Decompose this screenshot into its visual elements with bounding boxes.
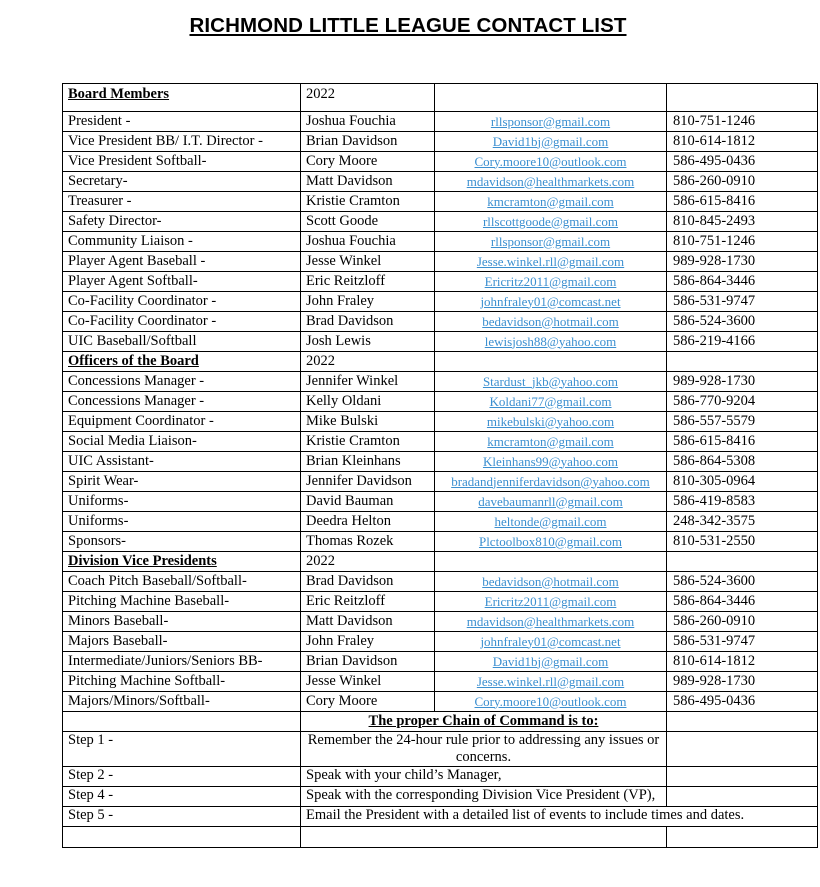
section-heading: Officers of the Board [63,352,301,372]
role-cell: Vice President Softball- [63,152,301,172]
phone-cell: 586-557-5579 [667,412,818,432]
email-cell [435,252,667,272]
blank-row [63,827,818,848]
empty-cell [63,712,301,732]
phone-cell: 586-615-8416 [667,192,818,212]
email-link[interactable]: David1bj@gmail.com [492,133,609,149]
phone-cell: 586-524-3600 [667,312,818,332]
email-cell [435,192,667,212]
table-row [63,512,818,532]
section-year: 2022 [301,84,435,112]
email-link[interactable]: johnfraley01@comcast.net [480,293,621,309]
step-row [63,767,818,787]
role-cell: Secretary- [63,172,301,192]
phone-cell: 248-342-3575 [667,512,818,532]
role-cell: Co-Facility Coordinator - [63,312,301,332]
phone-cell: 586-219-4166 [667,332,818,352]
section-email-cell [435,552,667,572]
role-cell: Pitching Machine Softball- [63,672,301,692]
email-link[interactable]: lewisjosh88@yahoo.com [484,333,617,349]
step-row [63,787,818,807]
email-link[interactable]: bedavidson@hotmail.com [482,573,619,589]
role-cell: President - [63,112,301,132]
page-title: RICHMOND LITTLE LEAGUE CONTACT LIST [189,14,627,37]
name-cell: Matt Davidson [301,612,435,632]
phone-cell: 810-305-0964 [667,472,818,492]
name-cell: Brian Kleinhans [301,452,435,472]
step-label: Step 1 - [63,732,301,767]
email-link[interactable]: mdavidson@healthmarkets.com [466,173,635,189]
email-link[interactable]: mikebulski@yahoo.com [486,413,615,429]
email-link[interactable]: Kleinhans99@yahoo.com [482,453,619,469]
email-cell [435,332,667,352]
section-year: 2022 [301,552,435,572]
name-cell: Mike Bulski [301,412,435,432]
name-cell: Jennifer Winkel [301,372,435,392]
table-row [63,452,818,472]
email-cell [435,232,667,252]
phone-cell: 989-928-1730 [667,372,818,392]
step-label: Step 5 - [63,807,301,827]
phone-cell: 810-751-1246 [667,112,818,132]
name-cell: Eric Reitzloff [301,272,435,292]
table-row [63,572,818,592]
table-row [63,212,818,232]
name-cell: David Bauman [301,492,435,512]
phone-cell: 586-524-3600 [667,572,818,592]
table-row [63,132,818,152]
empty-cell [301,827,667,848]
name-cell: Deedra Helton [301,512,435,532]
phone-cell: 989-928-1730 [667,252,818,272]
contact-table [62,83,818,848]
name-cell: Cory Moore [301,692,435,712]
name-cell: Kristie Cramton [301,192,435,212]
name-cell: Jesse Winkel [301,252,435,272]
role-cell: Majors/Minors/Softball- [63,692,301,712]
email-cell [435,452,667,472]
email-cell [435,132,667,152]
empty-cell [667,712,818,732]
email-cell [435,652,667,672]
name-cell: Josh Lewis [301,332,435,352]
name-cell: Brad Davidson [301,312,435,332]
name-cell: Brian Davidson [301,652,435,672]
table-row [63,292,818,312]
role-cell: UIC Assistant- [63,452,301,472]
phone-cell: 586-495-0436 [667,692,818,712]
table-row [63,392,818,412]
phone-cell: 586-419-8583 [667,492,818,512]
table-row [63,252,818,272]
role-cell: Uniforms- [63,512,301,532]
email-link[interactable]: rllscottgoode@gmail.com [482,213,619,229]
table-row [63,272,818,292]
email-cell [435,312,667,332]
phone-cell: 810-614-1812 [667,132,818,152]
section-email-cell [435,84,667,112]
email-link[interactable]: Plctoolbox810@gmail.com [478,533,623,549]
section-phone-cell [667,552,818,572]
role-cell: Social Media Liaison- [63,432,301,452]
table-row [63,692,818,712]
table-row [63,232,818,252]
phone-cell: 586-770-9204 [667,392,818,412]
role-cell: Safety Director- [63,212,301,232]
section-email-cell [435,352,667,372]
email-link[interactable]: kmcramton@gmail.com [487,433,614,449]
email-cell [435,392,667,412]
name-cell: John Fraley [301,632,435,652]
email-cell [435,692,667,712]
role-cell: Concessions Manager - [63,372,301,392]
role-cell: Player Agent Baseball - [63,252,301,272]
step-label: Step 4 - [63,787,301,807]
email-cell [435,612,667,632]
email-link[interactable]: Ericritz2011@gmail.com [484,273,617,289]
email-link[interactable]: Stardust_jkb@yahoo.com [482,373,619,389]
phone-cell: 586-531-9747 [667,292,818,312]
section-phone-cell [667,84,818,112]
name-cell: Thomas Rozek [301,532,435,552]
role-cell: Coach Pitch Baseball/Softball- [63,572,301,592]
section-header-row [63,84,818,112]
email-link[interactable]: Koldani77@gmail.com [489,393,612,409]
email-cell [435,492,667,512]
phone-cell: 586-864-3446 [667,592,818,612]
name-cell: Matt Davidson [301,172,435,192]
chain-of-command-header-row [63,712,818,732]
email-cell [435,272,667,292]
phone-cell: 810-751-1246 [667,232,818,252]
table-row [63,632,818,652]
phone-cell: 810-845-2493 [667,212,818,232]
table-row [63,192,818,212]
email-link[interactable]: mdavidson@healthmarkets.com [466,613,635,629]
phone-cell: 989-928-1730 [667,672,818,692]
step-text: Speak with your child’s Manager, [301,767,667,787]
email-cell [435,212,667,232]
phone-cell: 586-531-9747 [667,632,818,652]
step-row [63,732,818,767]
table-row [63,412,818,432]
table-row [63,652,818,672]
email-link[interactable]: rllsponsor@gmail.com [490,233,611,249]
email-cell [435,152,667,172]
role-cell: Co-Facility Coordinator - [63,292,301,312]
email-link[interactable]: davebaumanrll@gmail.com [478,493,623,509]
phone-cell: 810-614-1812 [667,652,818,672]
table-row [63,332,818,352]
email-link[interactable]: David1bj@gmail.com [492,653,609,669]
table-row [63,372,818,392]
empty-cell [667,787,818,807]
table-row [63,492,818,512]
role-cell: Majors Baseball- [63,632,301,652]
table-row [63,472,818,492]
email-cell [435,572,667,592]
email-cell [435,412,667,432]
table-row [63,532,818,552]
section-year: 2022 [301,352,435,372]
chain-of-command-heading: The proper Chain of Command is to: [301,712,667,732]
phone-cell: 586-864-5308 [667,452,818,472]
email-cell [435,632,667,652]
role-cell: Pitching Machine Baseball- [63,592,301,612]
email-cell [435,472,667,492]
role-cell: Sponsors- [63,532,301,552]
section-heading: Division Vice Presidents [63,552,301,572]
email-cell [435,172,667,192]
name-cell: Kristie Cramton [301,432,435,452]
section-header-row [63,552,818,572]
email-cell [435,372,667,392]
empty-cell [63,827,301,848]
empty-cell [667,732,818,767]
step-text: Speak with the corresponding Division Vice President (VP), [301,787,667,807]
role-cell: Concessions Manager - [63,392,301,412]
email-cell [435,672,667,692]
name-cell: John Fraley [301,292,435,312]
table-row [63,312,818,332]
role-cell: Community Liaison - [63,232,301,252]
email-cell [435,512,667,532]
empty-cell [667,767,818,787]
phone-cell: 586-495-0436 [667,152,818,172]
phone-cell: 586-260-0910 [667,172,818,192]
email-cell [435,432,667,452]
name-cell: Joshua Fouchia [301,232,435,252]
email-cell [435,292,667,312]
email-link[interactable]: Ericritz2011@gmail.com [484,593,617,609]
step-row [63,807,818,827]
email-link[interactable]: rllsponsor@gmail.com [490,113,611,129]
name-cell: Jennifer Davidson [301,472,435,492]
table-row [63,592,818,612]
table-row [63,672,818,692]
role-cell: Player Agent Softball- [63,272,301,292]
name-cell: Jesse Winkel [301,672,435,692]
table-row [63,612,818,632]
name-cell: Scott Goode [301,212,435,232]
email-link[interactable]: Cory.moore10@outlook.com [474,693,627,709]
section-phone-cell [667,352,818,372]
email-link[interactable]: bedavidson@hotmail.com [482,313,619,329]
phone-cell: 810-531-2550 [667,532,818,552]
name-cell: Kelly Oldani [301,392,435,412]
name-cell: Brad Davidson [301,572,435,592]
step-text: Email the President with a detailed list of events to include times and dates. [301,807,818,827]
email-link[interactable]: kmcramton@gmail.com [487,193,614,209]
name-cell: Brian Davidson [301,132,435,152]
role-cell: Equipment Coordinator - [63,412,301,432]
email-link[interactable]: Jesse.winkel.rll@gmail.com [476,253,625,269]
section-header-row [63,352,818,372]
email-link[interactable]: Cory.moore10@outlook.com [474,153,627,169]
role-cell: Minors Baseball- [63,612,301,632]
email-link[interactable]: heltonde@gmail.com [494,513,607,529]
role-cell: Vice President BB/ I.T. Director - [63,132,301,152]
email-link[interactable]: johnfraley01@comcast.net [480,633,621,649]
role-cell: UIC Baseball/Softball [63,332,301,352]
phone-cell: 586-864-3446 [667,272,818,292]
name-cell: Joshua Fouchia [301,112,435,132]
table-row [63,432,818,452]
table-row [63,152,818,172]
email-cell [435,112,667,132]
role-cell: Spirit Wear- [63,472,301,492]
email-cell [435,592,667,612]
step-label: Step 2 - [63,767,301,787]
name-cell: Cory Moore [301,152,435,172]
table-row [63,112,818,132]
step-text: Remember the 24-hour rule prior to addressing any issues or concerns. [301,732,667,767]
role-cell: Intermediate/Juniors/Seniors BB- [63,652,301,672]
role-cell: Uniforms- [63,492,301,512]
email-link[interactable]: Jesse.winkel.rll@gmail.com [476,673,625,689]
email-link[interactable]: bradandjenniferdavidson@yahoo.com [451,473,650,489]
role-cell: Treasurer - [63,192,301,212]
section-heading: Board Members [63,84,301,112]
name-cell: Eric Reitzloff [301,592,435,612]
table-row [63,172,818,192]
phone-cell: 586-615-8416 [667,432,818,452]
empty-cell [667,827,818,848]
phone-cell: 586-260-0910 [667,612,818,632]
email-cell [435,532,667,552]
